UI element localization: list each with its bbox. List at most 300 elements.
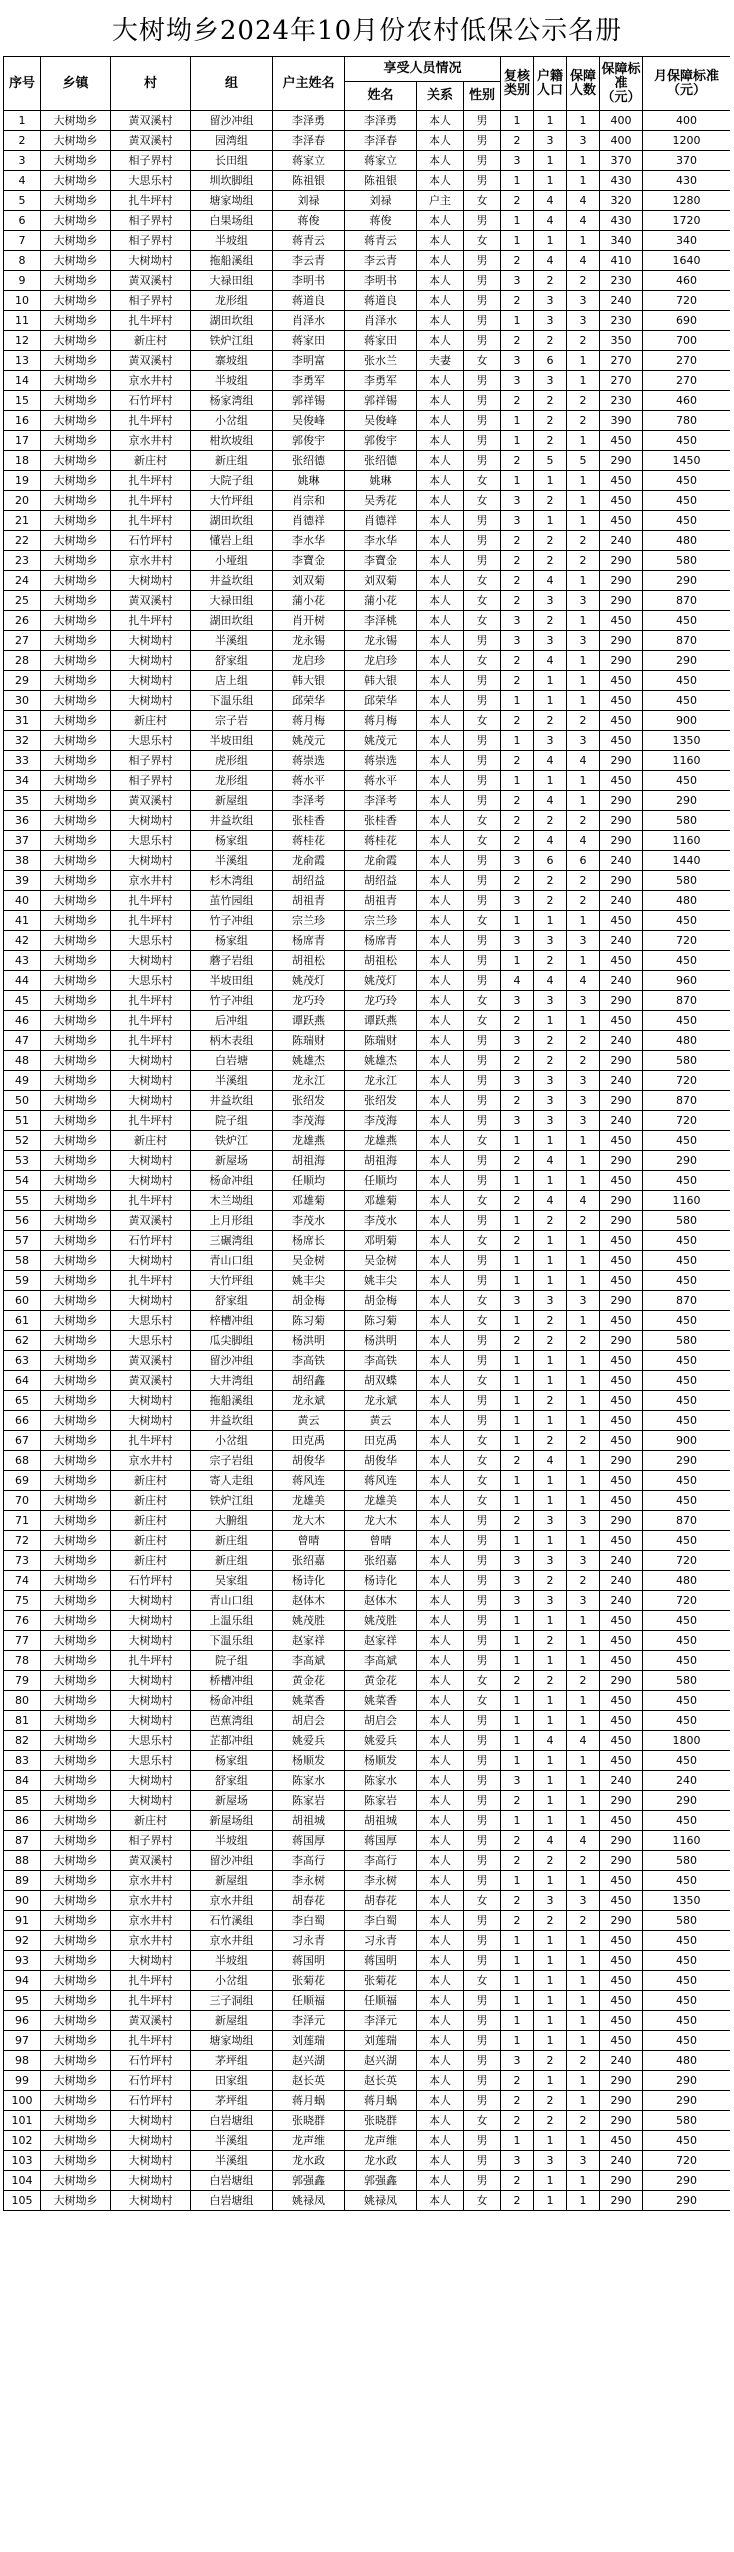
cell-sex: 男 [464, 691, 501, 711]
cell-household-size: 4 [534, 1731, 567, 1751]
cell-group: 杨家组 [191, 931, 273, 951]
cell-group: 井益坎组 [191, 1411, 273, 1431]
cell-group: 青山口组 [191, 1251, 273, 1271]
cell-covered-count: 1 [567, 491, 600, 511]
cell-sex: 男 [464, 971, 501, 991]
cell-village: 石竹坪村 [111, 531, 191, 551]
cell-relation: 本人 [417, 291, 464, 311]
cell-group: 大腑组 [191, 1511, 273, 1531]
cell-sex: 男 [464, 1911, 501, 1931]
cell-sex: 男 [464, 1031, 501, 1051]
cell-name: 李泽春 [345, 131, 417, 151]
cell-relation: 本人 [417, 1271, 464, 1291]
table-row [4, 831, 731, 851]
cell-town: 大树坳乡 [41, 1391, 111, 1411]
cell-village: 扎牛坪村 [111, 1651, 191, 1671]
cell-household-size: 1 [534, 771, 567, 791]
cell-town: 大树坳乡 [41, 571, 111, 591]
cell-group: 竹子冲组 [191, 911, 273, 931]
cell-seq: 66 [4, 1411, 41, 1431]
cell-household-size: 1 [534, 1271, 567, 1291]
cell-group: 大竹坪组 [191, 1271, 273, 1291]
cell-sex: 男 [464, 411, 501, 431]
cell-review-type: 3 [501, 511, 534, 531]
table-row [4, 991, 731, 1011]
cell-household-head: 蒋国明 [273, 1951, 345, 1971]
cell-name: 曾晴 [345, 1531, 417, 1551]
cell-group: 白岩塘 [191, 1051, 273, 1071]
cell-relation: 本人 [417, 1171, 464, 1191]
cell-seq: 87 [4, 1831, 41, 1851]
cell-household-size: 1 [534, 2171, 567, 2191]
cell-village: 京水井村 [111, 1451, 191, 1471]
cell-group: 铁炉江组 [191, 331, 273, 351]
cell-relation: 本人 [417, 1731, 464, 1751]
cell-household-size: 2 [534, 391, 567, 411]
cell-household-size: 1 [534, 1951, 567, 1971]
cell-name: 韩大银 [345, 671, 417, 691]
cell-town: 大树坳乡 [41, 591, 111, 611]
cell-sex: 女 [464, 1191, 501, 1211]
table-row [4, 751, 731, 771]
cell-group: 寨坡组 [191, 351, 273, 371]
cell-seq: 102 [4, 2131, 41, 2151]
cell-name: 黄云 [345, 1411, 417, 1431]
cell-relation: 本人 [417, 2071, 464, 2091]
cell-sex: 男 [464, 211, 501, 231]
cell-village: 大树坳村 [111, 1951, 191, 1971]
cell-sex: 女 [464, 831, 501, 851]
cell-covered-count: 4 [567, 251, 600, 271]
table-row [4, 1171, 731, 1191]
cell-relation: 本人 [417, 1491, 464, 1511]
cell-monthly: 690 [643, 311, 730, 331]
cell-household-head: 姚丰尖 [273, 1271, 345, 1291]
cell-covered-count: 2 [567, 2051, 600, 2071]
cell-name: 蒋青云 [345, 231, 417, 251]
table-row [4, 491, 731, 511]
cell-group: 白果场组 [191, 211, 273, 231]
cell-group: 下温乐组 [191, 1631, 273, 1651]
col-monthly: 月保障标准（元） [643, 57, 730, 111]
cell-household-size: 2 [534, 1851, 567, 1871]
cell-relation: 本人 [417, 1371, 464, 1391]
cell-relation: 本人 [417, 551, 464, 571]
cell-sex: 男 [464, 271, 501, 291]
cell-review-type: 3 [501, 1111, 534, 1131]
cell-name: 姚琳 [345, 471, 417, 491]
cell-review-type: 3 [501, 351, 534, 371]
cell-standard: 450 [600, 1531, 643, 1551]
cell-name: 赵体木 [345, 1591, 417, 1611]
cell-sex: 男 [464, 1731, 501, 1751]
cell-town: 大树坳乡 [41, 1831, 111, 1851]
cell-village: 新庄村 [111, 451, 191, 471]
cell-name: 刘莲瑞 [345, 2031, 417, 2051]
cell-sex: 男 [464, 1271, 501, 1291]
cell-household-size: 1 [534, 2031, 567, 2051]
cell-name: 张菊花 [345, 1971, 417, 1991]
cell-seq: 24 [4, 571, 41, 591]
cell-sex: 男 [464, 151, 501, 171]
cell-review-type: 1 [501, 911, 534, 931]
cell-household-size: 3 [534, 1591, 567, 1611]
cell-monthly: 450 [643, 1131, 730, 1151]
table-row [4, 1391, 731, 1411]
cell-review-type: 1 [501, 1611, 534, 1631]
cell-relation: 本人 [417, 2151, 464, 2171]
cell-household-size: 4 [534, 751, 567, 771]
cell-sex: 男 [464, 1531, 501, 1551]
cell-town: 大树坳乡 [41, 1591, 111, 1611]
cell-household-size: 1 [534, 691, 567, 711]
cell-town: 大树坳乡 [41, 1571, 111, 1591]
cell-town: 大树坳乡 [41, 191, 111, 211]
cell-group: 新庄组 [191, 451, 273, 471]
cell-town: 大树坳乡 [41, 1151, 111, 1171]
cell-relation: 本人 [417, 1951, 464, 1971]
cell-town: 大树坳乡 [41, 2111, 111, 2131]
cell-covered-count: 1 [567, 791, 600, 811]
cell-group: 杉木湾组 [191, 871, 273, 891]
table-row [4, 1831, 731, 1851]
cell-household-size: 1 [534, 1231, 567, 1251]
cell-standard: 240 [600, 891, 643, 911]
cell-name: 黄金花 [345, 1671, 417, 1691]
cell-covered-count: 1 [567, 1531, 600, 1551]
cell-village: 大树坳村 [111, 1611, 191, 1631]
cell-sex: 男 [464, 251, 501, 271]
cell-village: 黄双溪村 [111, 791, 191, 811]
cell-name: 吴秀花 [345, 491, 417, 511]
cell-monthly: 870 [643, 1091, 730, 1111]
cell-sex: 男 [464, 1591, 501, 1611]
table-row [4, 431, 731, 451]
cell-standard: 290 [600, 1091, 643, 1111]
cell-seq: 42 [4, 931, 41, 951]
cell-review-type: 1 [501, 1491, 534, 1511]
cell-relation: 本人 [417, 1391, 464, 1411]
cell-relation: 夫妻 [417, 351, 464, 371]
cell-village: 大思乐村 [111, 1311, 191, 1331]
cell-review-type: 1 [501, 731, 534, 751]
cell-town: 大树坳乡 [41, 531, 111, 551]
cell-monthly: 290 [643, 2191, 730, 2211]
cell-village: 新庄村 [111, 1551, 191, 1571]
cell-relation: 本人 [417, 691, 464, 711]
cell-covered-count: 4 [567, 1191, 600, 1211]
cell-covered-count: 2 [567, 2111, 600, 2131]
cell-review-type: 2 [501, 1511, 534, 1531]
cell-seq: 30 [4, 691, 41, 711]
cell-review-type: 3 [501, 1031, 534, 1051]
cell-village: 扎牛坪村 [111, 891, 191, 911]
cell-relation: 本人 [417, 1691, 464, 1711]
cell-covered-count: 1 [567, 2131, 600, 2151]
cell-household-head: 张绍嘉 [273, 1551, 345, 1571]
cell-review-type: 2 [501, 571, 534, 591]
table-row [4, 2111, 731, 2131]
cell-seq: 105 [4, 2191, 41, 2211]
cell-seq: 3 [4, 151, 41, 171]
cell-covered-count: 2 [567, 391, 600, 411]
cell-household-head: 赵家祥 [273, 1631, 345, 1651]
cell-name: 李明书 [345, 271, 417, 291]
table-row [4, 171, 731, 191]
cell-review-type: 1 [501, 1131, 534, 1151]
cell-sex: 男 [464, 751, 501, 771]
cell-seq: 47 [4, 1031, 41, 1051]
cell-household-head: 吴俊峰 [273, 411, 345, 431]
cell-sex: 男 [464, 331, 501, 351]
cell-sex: 男 [464, 2091, 501, 2111]
cell-sex: 女 [464, 1971, 501, 1991]
cell-name: 龙永锡 [345, 631, 417, 651]
cell-group: 半坡组 [191, 1831, 273, 1851]
cell-standard: 290 [600, 751, 643, 771]
cell-household-size: 1 [534, 1651, 567, 1671]
cell-group: 寄人走组 [191, 1471, 273, 1491]
cell-monthly: 870 [643, 591, 730, 611]
cell-household-head: 蒋水平 [273, 771, 345, 791]
cell-relation: 本人 [417, 1991, 464, 2011]
cell-household-size: 4 [534, 791, 567, 811]
cell-group: 白岩塘组 [191, 2191, 273, 2211]
cell-seq: 73 [4, 1551, 41, 1571]
cell-seq: 65 [4, 1391, 41, 1411]
cell-village: 石竹坪村 [111, 1231, 191, 1251]
cell-seq: 37 [4, 831, 41, 851]
table-row [4, 211, 731, 231]
cell-sex: 男 [464, 2011, 501, 2031]
cell-town: 大树坳乡 [41, 1171, 111, 1191]
cell-standard: 290 [600, 1671, 643, 1691]
cell-village: 扎牛坪村 [111, 511, 191, 531]
cell-group: 留沙冲组 [191, 111, 273, 131]
cell-standard: 290 [600, 1851, 643, 1871]
cell-name: 姚茂胜 [345, 1611, 417, 1631]
cell-standard: 450 [600, 771, 643, 791]
cell-covered-count: 1 [567, 1811, 600, 1831]
table-row [4, 1871, 731, 1891]
cell-town: 大树坳乡 [41, 1111, 111, 1131]
cell-household-size: 2 [534, 411, 567, 431]
cell-household-head: 蒲小花 [273, 591, 345, 611]
cell-seq: 56 [4, 1211, 41, 1231]
table-row [4, 371, 731, 391]
cell-name: 蒋国明 [345, 1951, 417, 1971]
cell-village: 扎牛坪村 [111, 411, 191, 431]
cell-relation: 本人 [417, 911, 464, 931]
cell-household-head: 杨席长 [273, 1231, 345, 1251]
table-row [4, 1771, 731, 1791]
cell-household-head: 龙大木 [273, 1511, 345, 1531]
cell-household-head: 龙雄美 [273, 1491, 345, 1511]
cell-sex: 女 [464, 351, 501, 371]
cell-standard: 450 [600, 511, 643, 531]
cell-group: 梓槽冲组 [191, 1311, 273, 1331]
cell-household-head: 陈瑞财 [273, 1031, 345, 1051]
cell-household-head: 龙雄燕 [273, 1131, 345, 1151]
cell-household-size: 2 [534, 1331, 567, 1351]
cell-village: 大树坳村 [111, 1591, 191, 1611]
cell-relation: 本人 [417, 2011, 464, 2031]
cell-group: 院子组 [191, 1111, 273, 1131]
cell-monthly: 480 [643, 2051, 730, 2071]
cell-household-head: 姚爱兵 [273, 1731, 345, 1751]
cell-relation: 本人 [417, 951, 464, 971]
cell-village: 京水井村 [111, 1911, 191, 1931]
cell-sex: 男 [464, 291, 501, 311]
cell-review-type: 3 [501, 851, 534, 871]
cell-review-type: 1 [501, 471, 534, 491]
cell-review-type: 2 [501, 1451, 534, 1471]
cell-household-size: 2 [534, 1031, 567, 1051]
cell-village: 大树坳村 [111, 951, 191, 971]
cell-household-head: 谭跃燕 [273, 1011, 345, 1031]
cell-review-type: 3 [501, 611, 534, 631]
cell-monthly: 450 [643, 1711, 730, 1731]
cell-standard: 290 [600, 651, 643, 671]
cell-name: 姚禄凤 [345, 2191, 417, 2211]
cell-household-head: 李泽勇 [273, 111, 345, 131]
cell-relation: 本人 [417, 1091, 464, 1111]
cell-standard: 450 [600, 671, 643, 691]
cell-standard: 450 [600, 1251, 643, 1271]
cell-village: 大树坳村 [111, 1091, 191, 1111]
cell-name: 胡启会 [345, 1711, 417, 1731]
cell-seq: 5 [4, 191, 41, 211]
cell-town: 大树坳乡 [41, 1211, 111, 1231]
cell-relation: 本人 [417, 1531, 464, 1551]
cell-group: 竹子冲组 [191, 991, 273, 1011]
cell-monthly: 450 [643, 2031, 730, 2051]
cell-town: 大树坳乡 [41, 851, 111, 871]
table-row [4, 2091, 731, 2111]
cell-name: 任顺福 [345, 1991, 417, 2011]
cell-relation: 本人 [417, 311, 464, 331]
cell-standard: 450 [600, 1951, 643, 1971]
cell-name: 姚茂灯 [345, 971, 417, 991]
cell-household-size: 2 [534, 1671, 567, 1691]
cell-seq: 94 [4, 1971, 41, 1991]
cell-household-head: 胡祖青 [273, 891, 345, 911]
cell-village: 大思乐村 [111, 1731, 191, 1751]
cell-monthly: 1200 [643, 131, 730, 151]
cell-household-size: 4 [534, 1451, 567, 1471]
cell-village: 扎牛坪村 [111, 991, 191, 1011]
cell-town: 大树坳乡 [41, 2171, 111, 2191]
cell-group: 杨家湾组 [191, 391, 273, 411]
cell-seq: 45 [4, 991, 41, 1011]
cell-group: 小垭组 [191, 551, 273, 571]
cell-review-type: 2 [501, 1151, 534, 1171]
cell-seq: 4 [4, 171, 41, 191]
cell-relation: 本人 [417, 991, 464, 1011]
cell-household-size: 1 [534, 511, 567, 531]
cell-standard: 270 [600, 371, 643, 391]
cell-standard: 450 [600, 1431, 643, 1451]
table-row [4, 111, 731, 131]
cell-household-head: 李泽春 [273, 131, 345, 151]
cell-standard: 240 [600, 1571, 643, 1591]
col-name: 姓名 [345, 82, 417, 111]
cell-village: 相子界村 [111, 291, 191, 311]
cell-monthly: 580 [643, 1211, 730, 1231]
cell-town: 大树坳乡 [41, 1431, 111, 1451]
cell-group: 京水井组 [191, 1891, 273, 1911]
cell-name: 胡祖松 [345, 951, 417, 971]
cell-household-size: 1 [534, 911, 567, 931]
table-row [4, 651, 731, 671]
cell-town: 大树坳乡 [41, 871, 111, 891]
cell-name: 李泽考 [345, 791, 417, 811]
table-row [4, 1351, 731, 1371]
cell-name: 胡祖海 [345, 1151, 417, 1171]
cell-name: 蒋月蜗 [345, 2091, 417, 2111]
cell-monthly: 1160 [643, 1831, 730, 1851]
cell-seq: 28 [4, 651, 41, 671]
cell-covered-count: 1 [567, 2171, 600, 2191]
cell-monthly: 460 [643, 271, 730, 291]
cell-review-type: 1 [501, 2011, 534, 2031]
cell-standard: 450 [600, 1931, 643, 1951]
cell-review-type: 2 [501, 2071, 534, 2091]
cell-town: 大树坳乡 [41, 1291, 111, 1311]
cell-monthly: 450 [643, 1231, 730, 1251]
cell-household-size: 3 [534, 991, 567, 1011]
cell-sex: 女 [464, 2191, 501, 2211]
cell-village: 石竹坪村 [111, 391, 191, 411]
cell-covered-count: 1 [567, 1311, 600, 1331]
cell-seq: 95 [4, 1991, 41, 2011]
cell-sex: 男 [464, 551, 501, 571]
cell-village: 石竹坪村 [111, 1571, 191, 1591]
cell-sex: 女 [464, 1231, 501, 1251]
table-row [4, 511, 731, 531]
cell-review-type: 1 [501, 111, 534, 131]
col-household-size: 户籍人口 [534, 57, 567, 111]
cell-group: 拖船溪组 [191, 1391, 273, 1411]
cell-seq: 1 [4, 111, 41, 131]
cell-household-size: 1 [534, 151, 567, 171]
cell-standard: 230 [600, 391, 643, 411]
cell-town: 大树坳乡 [41, 1351, 111, 1371]
cell-standard: 290 [600, 871, 643, 891]
cell-name: 蒋道良 [345, 291, 417, 311]
cell-covered-count: 3 [567, 1551, 600, 1571]
cell-relation: 户主 [417, 191, 464, 211]
cell-village: 大树坳村 [111, 1411, 191, 1431]
cell-household-head: 胡俊华 [273, 1451, 345, 1471]
cell-household-size: 1 [534, 1611, 567, 1631]
cell-monthly: 290 [643, 1451, 730, 1471]
cell-village: 大树坳村 [111, 1691, 191, 1711]
cell-covered-count: 2 [567, 331, 600, 351]
cell-standard: 450 [600, 1411, 643, 1431]
cell-name: 杨席青 [345, 931, 417, 951]
cell-covered-count: 1 [567, 1351, 600, 1371]
cell-relation: 本人 [417, 1711, 464, 1731]
cell-review-type: 2 [501, 251, 534, 271]
cell-village: 大树坳村 [111, 691, 191, 711]
cell-group: 三碾湾组 [191, 1231, 273, 1251]
cell-household-size: 4 [534, 571, 567, 591]
cell-sex: 男 [464, 671, 501, 691]
cell-monthly: 900 [643, 1431, 730, 1451]
cell-household-head: 胡春花 [273, 1891, 345, 1911]
cell-town: 大树坳乡 [41, 1731, 111, 1751]
